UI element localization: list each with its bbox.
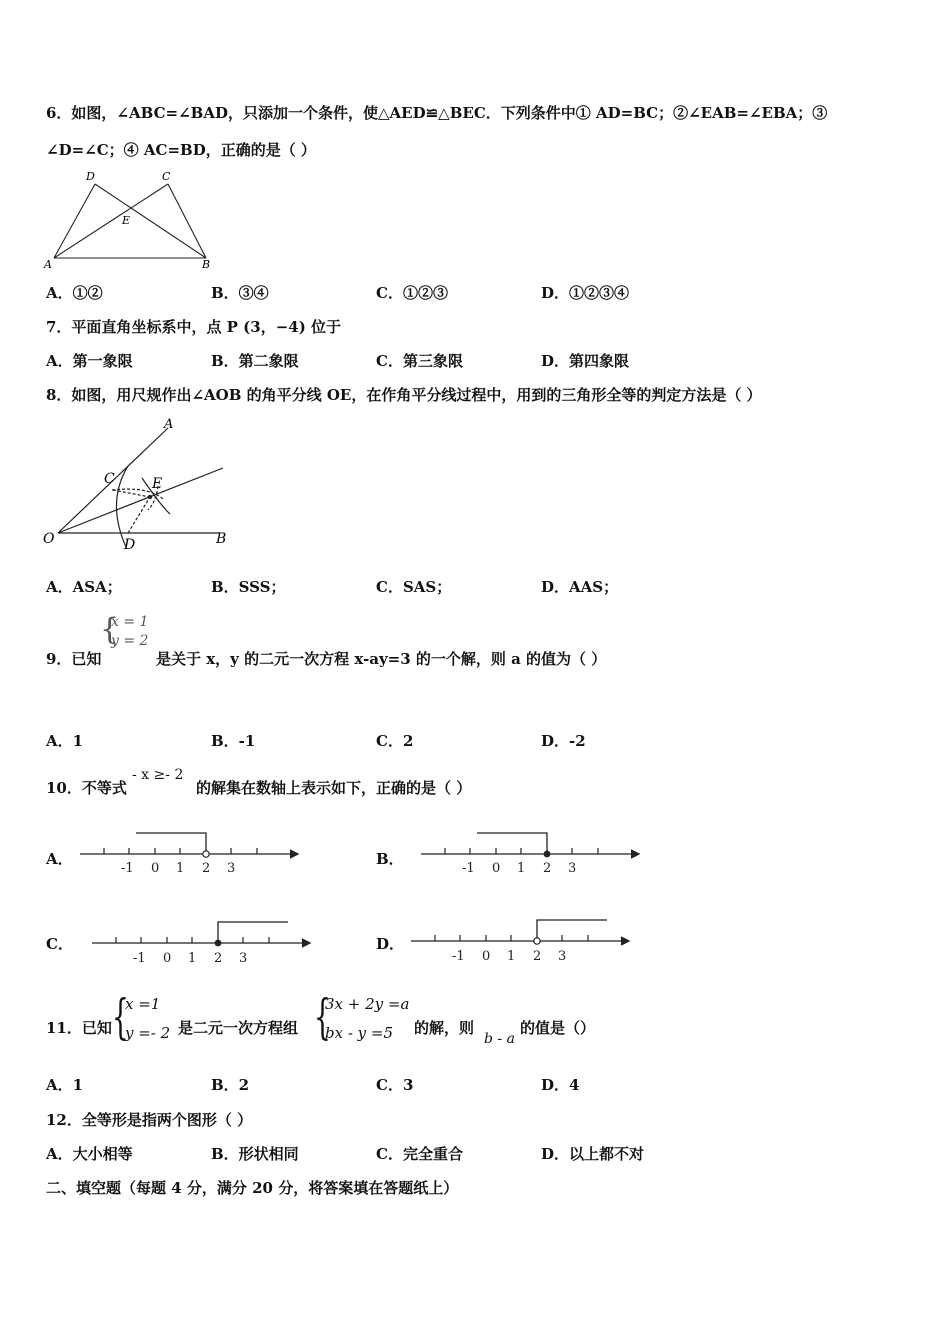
q9-brace: {: [100, 612, 120, 647]
q6-option-d: D．①②③④: [541, 284, 630, 302]
q9-option-d: D．-2: [541, 732, 586, 750]
q11-stem-post: 的值是（）: [520, 1019, 596, 1037]
q8-label-a: A: [164, 417, 174, 432]
svg-text:-1: -1: [121, 861, 134, 876]
q8-figure: [40, 412, 240, 557]
q8-label-c: C: [104, 471, 115, 487]
q11-system-b-line2: bx - y =5: [325, 1024, 394, 1042]
q7-option-b: B．第二象限: [211, 352, 299, 370]
q8-option-c: C．SAS；: [376, 578, 452, 596]
q8-label-o: O: [43, 531, 55, 547]
q11-system-a-line1: x =1: [125, 995, 161, 1013]
q11-brace-a: {: [112, 989, 129, 1045]
svg-text:3: 3: [239, 951, 248, 966]
q12-option-a: A．大小相等: [46, 1145, 133, 1163]
svg-text:-1: -1: [462, 861, 475, 876]
svg-text:0: 0: [163, 951, 172, 966]
q9-system-line2: y = 2: [111, 633, 149, 649]
q8-label-e: E: [152, 476, 163, 492]
svg-text:2: 2: [543, 861, 552, 876]
svg-text:-1: -1: [133, 951, 146, 966]
q10-option-c-letter: C．: [46, 935, 73, 953]
q6-stem-line1: 6．如图，∠ABC=∠BAD，只添加一个条件，使△AED≌△BEC．下列条件中① AD=BC；②∠EAB=∠EBA；③: [46, 104, 828, 122]
q6-label-b: B: [202, 258, 211, 271]
q6-figure: [40, 168, 220, 273]
svg-text:0: 0: [482, 949, 491, 964]
svg-text:1: 1: [188, 951, 197, 966]
q6-label-d: D: [86, 170, 95, 183]
q11-system-a-line2: y =- 2: [125, 1024, 171, 1042]
q9-stem-post: 是关于 x，y 的二元一次方程 x-ay=3 的一个解，则 a 的值为（ ）: [156, 650, 607, 668]
svg-text:0: 0: [492, 861, 501, 876]
q10-numberline-b: [417, 828, 647, 880]
q10-stem-post: 的解集在数轴上表示如下，正确的是（ ）: [196, 779, 472, 797]
q6-stem-line2: ∠D=∠C；④ AC=BD，正确的是（ ）: [46, 141, 316, 159]
q10-option-d-letter: D．: [376, 935, 405, 953]
q8-option-b: B．SSS；: [211, 578, 286, 596]
svg-text:0: 0: [151, 861, 160, 876]
q11-option-a: A．1: [46, 1076, 84, 1094]
q7-option-a: A．第一象限: [46, 352, 133, 370]
svg-text:1: 1: [507, 949, 516, 964]
q8-label-b: B: [216, 531, 227, 547]
q7-option-d: D．第四象限: [541, 352, 630, 370]
q11-expression: b - a: [484, 1031, 515, 1047]
q11-option-b: B．2: [211, 1076, 250, 1094]
section-2-heading: 二、填空题（每题 4 分，满分 20 分，将答案填在答题纸上）: [46, 1179, 459, 1197]
q10-numberline-d: [407, 913, 637, 965]
q6-option-b: B．③④: [211, 284, 269, 302]
q6-label-a: A: [44, 258, 52, 271]
q9-system-line1: x = 1: [111, 614, 149, 630]
q10-option-a-letter: A．: [46, 850, 73, 868]
q10-numberline-c: [88, 915, 318, 967]
svg-text:3: 3: [568, 861, 577, 876]
q9-option-a: A．1: [46, 732, 84, 750]
svg-text:2: 2: [202, 861, 211, 876]
svg-text:1: 1: [517, 861, 526, 876]
q6-label-c: C: [162, 170, 171, 183]
q12-option-d: D．以上都不对: [541, 1145, 645, 1163]
q8-option-a: A．ASA；: [46, 578, 122, 596]
q10-option-b-letter: B．: [376, 850, 404, 868]
q11-option-c: C．3: [376, 1076, 414, 1094]
svg-text:2: 2: [533, 949, 542, 964]
q10-stem-pre: 10．不等式: [46, 779, 127, 797]
svg-text:-1: -1: [452, 949, 465, 964]
svg-text:3: 3: [558, 949, 567, 964]
q10-numberline-a: [76, 828, 306, 880]
q11-stem-pre: 11．已知: [46, 1019, 112, 1037]
q12-stem: 12．全等形是指两个图形（ ）: [46, 1111, 253, 1129]
q11-system-b-line1: 3x + 2y =a: [325, 995, 410, 1013]
q10-inequality: - x ≥- 2: [132, 767, 184, 783]
q6-label-e: E: [122, 214, 131, 227]
q9-option-c: C．2: [376, 732, 414, 750]
q12-option-b: B．形状相同: [211, 1145, 299, 1163]
svg-text:2: 2: [214, 951, 223, 966]
q8-option-d: D．AAS；: [541, 578, 619, 596]
q6-option-c: C．①②③: [376, 284, 448, 302]
q7-stem: 7．平面直角坐标系中，点 P (3，−4) 位于: [46, 318, 342, 336]
svg-text:1: 1: [176, 861, 185, 876]
q11-option-d: D．4: [541, 1076, 580, 1094]
q8-label-d: D: [124, 537, 136, 553]
q9-option-b: B．-1: [211, 732, 256, 750]
q11-stem-mid: 是二元一次方程组: [178, 1019, 299, 1037]
q7-option-c: C．第三象限: [376, 352, 463, 370]
q11-brace-b: {: [314, 989, 331, 1045]
q12-option-c: C．完全重合: [376, 1145, 463, 1163]
q6-option-a: A．①②: [46, 284, 103, 302]
svg-text:3: 3: [227, 861, 236, 876]
q8-stem: 8．如图，用尺规作出∠AOB 的角平分线 OE，在作角平分线过程中，用到的三角形全等的判定方法是（ ）: [46, 386, 762, 404]
q11-stem-mid2: 的解，则: [414, 1019, 475, 1037]
q9-stem-pre: 9．已知: [46, 650, 102, 668]
